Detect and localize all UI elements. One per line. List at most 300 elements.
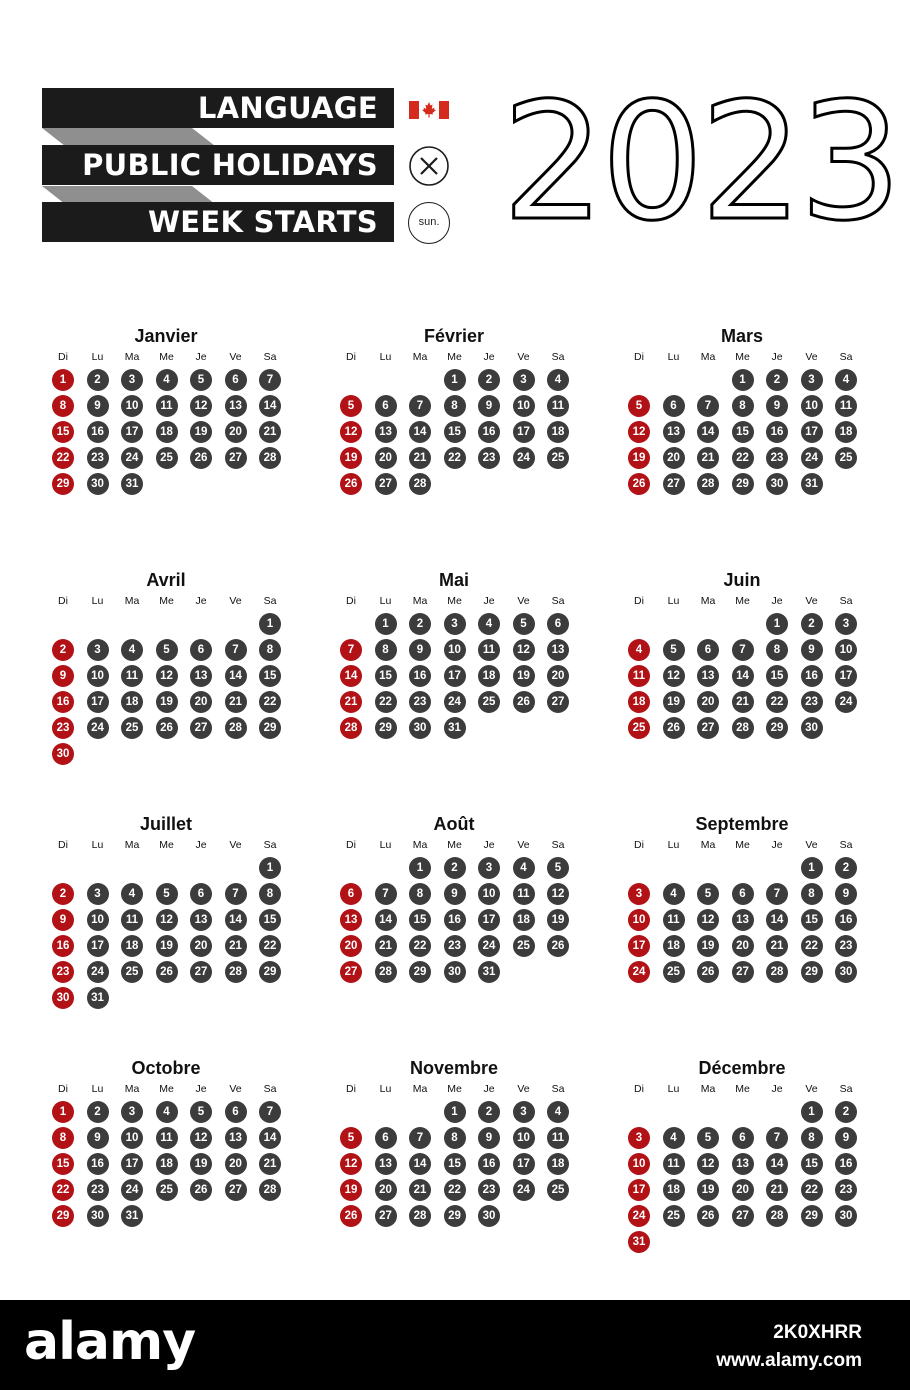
day-cell: 5 [663, 639, 685, 661]
day-cell: 26 [697, 1205, 719, 1227]
month-title: Septembre [695, 814, 789, 834]
sunday-day-cell: 23 [52, 717, 74, 739]
day-cell: 24 [835, 691, 857, 713]
day-cell: 18 [156, 1153, 178, 1175]
day-cell: 14 [409, 421, 431, 443]
weekday-label: Di [58, 351, 68, 363]
day-cell: 2 [478, 369, 500, 391]
day-cell: 14 [259, 1127, 281, 1149]
day-cell: 28 [766, 1205, 788, 1227]
day-cell: 10 [87, 909, 109, 931]
day-cell: 2 [409, 613, 431, 635]
day-cell: 10 [121, 1127, 143, 1149]
sunday-day-cell: 30 [52, 743, 74, 765]
day-cell: 17 [87, 935, 109, 957]
sunday-day-cell: 17 [628, 1179, 650, 1201]
day-cell: 29 [259, 961, 281, 983]
day-cell: 25 [547, 447, 569, 469]
day-cell: 8 [409, 883, 431, 905]
day-cell: 11 [121, 665, 143, 687]
weekday-label: Je [771, 1083, 783, 1095]
sunday-day-cell: 2 [52, 639, 74, 661]
day-cell: 11 [156, 395, 178, 417]
day-cell: 25 [663, 1205, 685, 1227]
day-cell: 25 [156, 1179, 178, 1201]
day-cell: 4 [513, 857, 535, 879]
day-cell: 22 [801, 935, 823, 957]
sunday-day-cell: 9 [52, 665, 74, 687]
day-cell: 28 [259, 1179, 281, 1201]
day-cell: 17 [513, 1153, 535, 1175]
weekday-label: Je [483, 351, 495, 363]
day-cell: 25 [513, 935, 535, 957]
day-cell: 28 [766, 961, 788, 983]
sunday-day-cell: 7 [340, 639, 362, 661]
weekday-label: Lu [667, 351, 680, 363]
weekday-label: Me [159, 1083, 174, 1095]
weekday-label: Je [195, 351, 207, 363]
day-cell: 17 [121, 421, 143, 443]
day-cell: 23 [801, 691, 823, 713]
weekday-label: Je [771, 595, 783, 607]
language-label: LANGUAGE [42, 88, 394, 128]
day-cell: 12 [156, 909, 178, 931]
weekday-label: Sa [263, 351, 277, 363]
sunday-day-cell: 19 [340, 1179, 362, 1201]
weekday-label: Ma [124, 595, 140, 607]
day-cell: 8 [444, 1127, 466, 1149]
day-cell: 29 [801, 1205, 823, 1227]
sunday-day-cell: 23 [52, 961, 74, 983]
day-cell: 9 [87, 1127, 109, 1149]
weekday-label: Sa [839, 839, 853, 851]
day-cell: 8 [259, 883, 281, 905]
day-cell: 28 [409, 473, 431, 495]
day-cell: 27 [225, 447, 247, 469]
day-cell: 15 [259, 665, 281, 687]
sunday-day-cell: 19 [628, 447, 650, 469]
day-cell: 24 [513, 447, 535, 469]
day-cell: 9 [801, 639, 823, 661]
day-cell: 14 [766, 1153, 788, 1175]
sunday-day-cell: 27 [340, 961, 362, 983]
weekday-label: Ve [229, 839, 242, 851]
weekday-label: Me [735, 595, 750, 607]
day-cell: 4 [547, 1101, 569, 1123]
day-cell: 27 [697, 717, 719, 739]
weekday-label: Je [771, 351, 783, 363]
day-cell: 11 [121, 909, 143, 931]
day-cell: 31 [801, 473, 823, 495]
day-cell: 17 [801, 421, 823, 443]
day-cell: 26 [190, 1179, 212, 1201]
day-cell: 31 [121, 473, 143, 495]
weekday-label: Ve [517, 839, 530, 851]
day-cell: 4 [156, 1101, 178, 1123]
day-cell: 7 [409, 1127, 431, 1149]
sunday-day-cell: 17 [628, 935, 650, 957]
day-cell: 29 [375, 717, 397, 739]
day-cell: 29 [801, 961, 823, 983]
weekday-label: Ma [700, 595, 716, 607]
day-cell: 1 [801, 857, 823, 879]
day-cell: 20 [190, 935, 212, 957]
sunday-day-cell: 2 [52, 883, 74, 905]
day-cell: 30 [478, 1205, 500, 1227]
day-cell: 16 [478, 421, 500, 443]
day-cell: 23 [87, 447, 109, 469]
day-cell: 22 [732, 447, 754, 469]
month-calendar [326, 326, 576, 556]
month-title: Décembre [698, 1058, 786, 1078]
day-cell: 21 [225, 691, 247, 713]
day-cell: 28 [697, 473, 719, 495]
month-title: Octobre [131, 1058, 201, 1078]
day-cell: 28 [409, 1205, 431, 1227]
day-cell: 21 [259, 421, 281, 443]
weekday-label: Sa [839, 595, 853, 607]
day-cell: 19 [697, 935, 719, 957]
weekday-label: Ve [805, 839, 818, 851]
month-calendar [38, 1058, 288, 1288]
sunday-day-cell: 11 [628, 665, 650, 687]
day-cell: 4 [121, 883, 143, 905]
sunday-day-cell: 21 [340, 691, 362, 713]
day-cell: 30 [87, 1205, 109, 1227]
day-cell: 19 [156, 935, 178, 957]
day-cell: 10 [121, 395, 143, 417]
weekday-label: Lu [379, 595, 392, 607]
day-cell: 2 [478, 1101, 500, 1123]
day-cell: 3 [513, 1101, 535, 1123]
day-cell: 7 [409, 395, 431, 417]
day-cell: 24 [478, 935, 500, 957]
sunday-day-cell: 22 [52, 447, 74, 469]
day-cell: 13 [375, 421, 397, 443]
day-cell: 16 [409, 665, 431, 687]
day-cell: 24 [87, 717, 109, 739]
weekday-label: Ve [805, 595, 818, 607]
day-cell: 16 [766, 421, 788, 443]
day-cell: 21 [375, 935, 397, 957]
sunday-day-cell: 12 [340, 421, 362, 443]
weekday-label: Sa [551, 351, 565, 363]
weekday-label: Di [634, 839, 644, 851]
day-cell: 9 [478, 395, 500, 417]
sunday-day-cell: 9 [52, 909, 74, 931]
day-cell: 9 [766, 395, 788, 417]
day-cell: 1 [801, 1101, 823, 1123]
day-cell: 12 [663, 665, 685, 687]
sunday-day-cell: 18 [628, 691, 650, 713]
weekday-label: Lu [91, 595, 104, 607]
weekday-label: Sa [551, 839, 565, 851]
day-cell: 26 [156, 717, 178, 739]
day-cell: 27 [190, 961, 212, 983]
month-title: Février [423, 326, 485, 346]
day-cell: 18 [835, 421, 857, 443]
sunday-day-cell: 30 [52, 987, 74, 1009]
month-title: Juin [723, 570, 761, 590]
day-cell: 17 [87, 691, 109, 713]
day-cell: 25 [663, 961, 685, 983]
weekday-label: Di [346, 839, 356, 851]
day-cell: 29 [444, 1205, 466, 1227]
sunday-day-cell: 29 [52, 473, 74, 495]
day-cell: 12 [190, 1127, 212, 1149]
weekday-label: Me [159, 595, 174, 607]
weekday-label: Ve [805, 351, 818, 363]
day-cell: 7 [375, 883, 397, 905]
day-cell: 2 [87, 1101, 109, 1123]
weekday-label: Je [195, 1083, 207, 1095]
weekday-label: Di [58, 1083, 68, 1095]
day-cell: 4 [121, 639, 143, 661]
day-cell: 10 [444, 639, 466, 661]
month-calendar [614, 570, 864, 800]
day-cell: 9 [444, 883, 466, 905]
weekday-label: Me [735, 1083, 750, 1095]
week-starts-label: WEEK STARTS [42, 202, 394, 242]
day-cell: 25 [121, 961, 143, 983]
day-cell: 7 [732, 639, 754, 661]
day-cell: 28 [375, 961, 397, 983]
day-cell: 3 [121, 369, 143, 391]
day-cell: 9 [835, 1127, 857, 1149]
day-cell: 28 [259, 447, 281, 469]
day-cell: 12 [697, 1153, 719, 1175]
day-cell: 7 [697, 395, 719, 417]
weekday-label: Sa [551, 1083, 565, 1095]
day-cell: 16 [87, 421, 109, 443]
month-title: Mai [438, 570, 469, 590]
day-cell: 13 [663, 421, 685, 443]
weekday-label: Me [447, 351, 462, 363]
day-cell: 16 [835, 909, 857, 931]
day-cell: 21 [259, 1153, 281, 1175]
weekday-label: Je [195, 839, 207, 851]
day-cell: 11 [156, 1127, 178, 1149]
watermark-footer [0, 1300, 910, 1390]
weekday-label: Je [483, 1083, 495, 1095]
day-cell: 11 [663, 909, 685, 931]
weekday-label: Ve [517, 351, 530, 363]
weekday-label: Me [159, 351, 174, 363]
year-text: 2023 [501, 69, 899, 257]
weekday-label: Di [346, 351, 356, 363]
day-cell: 1 [444, 369, 466, 391]
day-cell: 8 [444, 395, 466, 417]
weekday-label: Me [447, 1083, 462, 1095]
weekday-label: Me [447, 595, 462, 607]
weekday-label: Ve [229, 595, 242, 607]
day-cell: 25 [547, 1179, 569, 1201]
day-cell: 8 [732, 395, 754, 417]
day-cell: 27 [663, 473, 685, 495]
sunday-day-cell: 5 [340, 395, 362, 417]
month-title: Janvier [134, 326, 198, 346]
day-cell: 20 [732, 935, 754, 957]
day-cell: 16 [444, 909, 466, 931]
day-cell: 19 [547, 909, 569, 931]
day-cell: 4 [663, 1127, 685, 1149]
day-cell: 21 [409, 1179, 431, 1201]
day-cell: 22 [409, 935, 431, 957]
weekday-label: Di [346, 1083, 356, 1095]
month-calendar [326, 814, 576, 1044]
sunday-day-cell: 15 [52, 1153, 74, 1175]
day-cell: 9 [409, 639, 431, 661]
day-cell: 13 [732, 1153, 754, 1175]
weekday-label: Ma [124, 839, 140, 851]
day-cell: 6 [190, 639, 212, 661]
day-cell: 7 [766, 883, 788, 905]
weekday-label: Sa [263, 595, 277, 607]
day-cell: 13 [190, 665, 212, 687]
weekday-label: Lu [667, 595, 680, 607]
day-cell: 21 [766, 1179, 788, 1201]
weekday-label: Ma [124, 1083, 140, 1095]
day-cell: 18 [478, 665, 500, 687]
day-cell: 13 [547, 639, 569, 661]
sunday-day-cell: 13 [340, 909, 362, 931]
day-cell: 2 [87, 369, 109, 391]
day-cell: 5 [156, 883, 178, 905]
day-cell: 21 [225, 935, 247, 957]
day-cell: 19 [513, 665, 535, 687]
day-cell: 5 [513, 613, 535, 635]
day-cell: 11 [835, 395, 857, 417]
day-cell: 18 [663, 935, 685, 957]
month-title: Juillet [139, 814, 192, 834]
day-cell: 29 [766, 717, 788, 739]
day-cell: 15 [732, 421, 754, 443]
day-cell: 6 [732, 883, 754, 905]
month-calendar [614, 814, 864, 1044]
day-cell: 30 [835, 961, 857, 983]
day-cell: 28 [732, 717, 754, 739]
weekday-label: Ma [412, 351, 428, 363]
day-cell: 30 [835, 1205, 857, 1227]
day-cell: 26 [190, 447, 212, 469]
day-cell: 10 [835, 639, 857, 661]
weekday-label: Ma [412, 839, 428, 851]
day-cell: 11 [547, 395, 569, 417]
day-cell: 21 [697, 447, 719, 469]
day-cell: 3 [801, 369, 823, 391]
day-cell: 17 [835, 665, 857, 687]
weekday-label: Ma [412, 595, 428, 607]
weekday-label: Sa [839, 351, 853, 363]
day-cell: 14 [225, 665, 247, 687]
day-cell: 13 [190, 909, 212, 931]
day-cell: 31 [121, 1205, 143, 1227]
day-cell: 23 [766, 447, 788, 469]
day-cell: 23 [478, 447, 500, 469]
day-cell: 14 [409, 1153, 431, 1175]
sunday-day-cell: 4 [628, 639, 650, 661]
day-cell: 20 [697, 691, 719, 713]
weekday-label: Ma [700, 839, 716, 851]
day-cell: 14 [225, 909, 247, 931]
weekday-label: Di [634, 351, 644, 363]
sunday-day-cell: 8 [52, 1127, 74, 1149]
day-cell: 18 [663, 1179, 685, 1201]
day-cell: 22 [259, 935, 281, 957]
weekday-label: Me [735, 839, 750, 851]
day-cell: 27 [190, 717, 212, 739]
day-cell: 20 [225, 1153, 247, 1175]
day-cell: 13 [225, 1127, 247, 1149]
day-cell: 20 [225, 421, 247, 443]
day-cell: 24 [444, 691, 466, 713]
sunday-day-cell: 31 [628, 1231, 650, 1253]
sunday-day-cell: 26 [340, 1205, 362, 1227]
month-calendar [38, 326, 288, 556]
day-cell: 3 [444, 613, 466, 635]
day-cell: 1 [444, 1101, 466, 1123]
day-cell: 13 [697, 665, 719, 687]
day-cell: 3 [87, 883, 109, 905]
day-cell: 8 [801, 883, 823, 905]
day-cell: 8 [801, 1127, 823, 1149]
weekday-label: Me [447, 839, 462, 851]
weekday-label: Ve [517, 595, 530, 607]
day-cell: 30 [801, 717, 823, 739]
month-title: Avril [146, 570, 186, 590]
weekday-label: Ma [700, 1083, 716, 1095]
day-cell: 10 [513, 395, 535, 417]
sunday-day-cell: 1 [52, 369, 74, 391]
day-cell: 5 [190, 369, 212, 391]
day-cell: 12 [190, 395, 212, 417]
day-cell: 4 [547, 369, 569, 391]
day-cell: 1 [409, 857, 431, 879]
day-cell: 18 [121, 935, 143, 957]
day-cell: 12 [547, 883, 569, 905]
day-cell: 8 [375, 639, 397, 661]
day-cell: 2 [835, 1101, 857, 1123]
day-cell: 11 [478, 639, 500, 661]
day-cell: 11 [513, 883, 535, 905]
day-cell: 26 [663, 717, 685, 739]
day-cell: 14 [697, 421, 719, 443]
sunday-day-cell: 8 [52, 395, 74, 417]
day-cell: 21 [732, 691, 754, 713]
day-cell: 5 [697, 1127, 719, 1149]
day-cell: 6 [697, 639, 719, 661]
day-cell: 19 [190, 1153, 212, 1175]
sunday-day-cell: 12 [340, 1153, 362, 1175]
day-cell: 5 [697, 883, 719, 905]
weekday-label: Di [58, 595, 68, 607]
day-cell: 15 [801, 909, 823, 931]
day-cell: 20 [547, 665, 569, 687]
day-cell: 13 [225, 395, 247, 417]
day-cell: 6 [375, 1127, 397, 1149]
day-cell: 15 [801, 1153, 823, 1175]
day-cell: 12 [156, 665, 178, 687]
day-cell: 30 [87, 473, 109, 495]
day-cell: 15 [375, 665, 397, 687]
weekday-label: Lu [91, 1083, 104, 1095]
day-cell: 15 [766, 665, 788, 687]
day-cell: 8 [766, 639, 788, 661]
day-cell: 31 [444, 717, 466, 739]
day-cell: 9 [87, 395, 109, 417]
day-cell: 6 [225, 369, 247, 391]
sunday-day-cell: 1 [52, 1101, 74, 1123]
